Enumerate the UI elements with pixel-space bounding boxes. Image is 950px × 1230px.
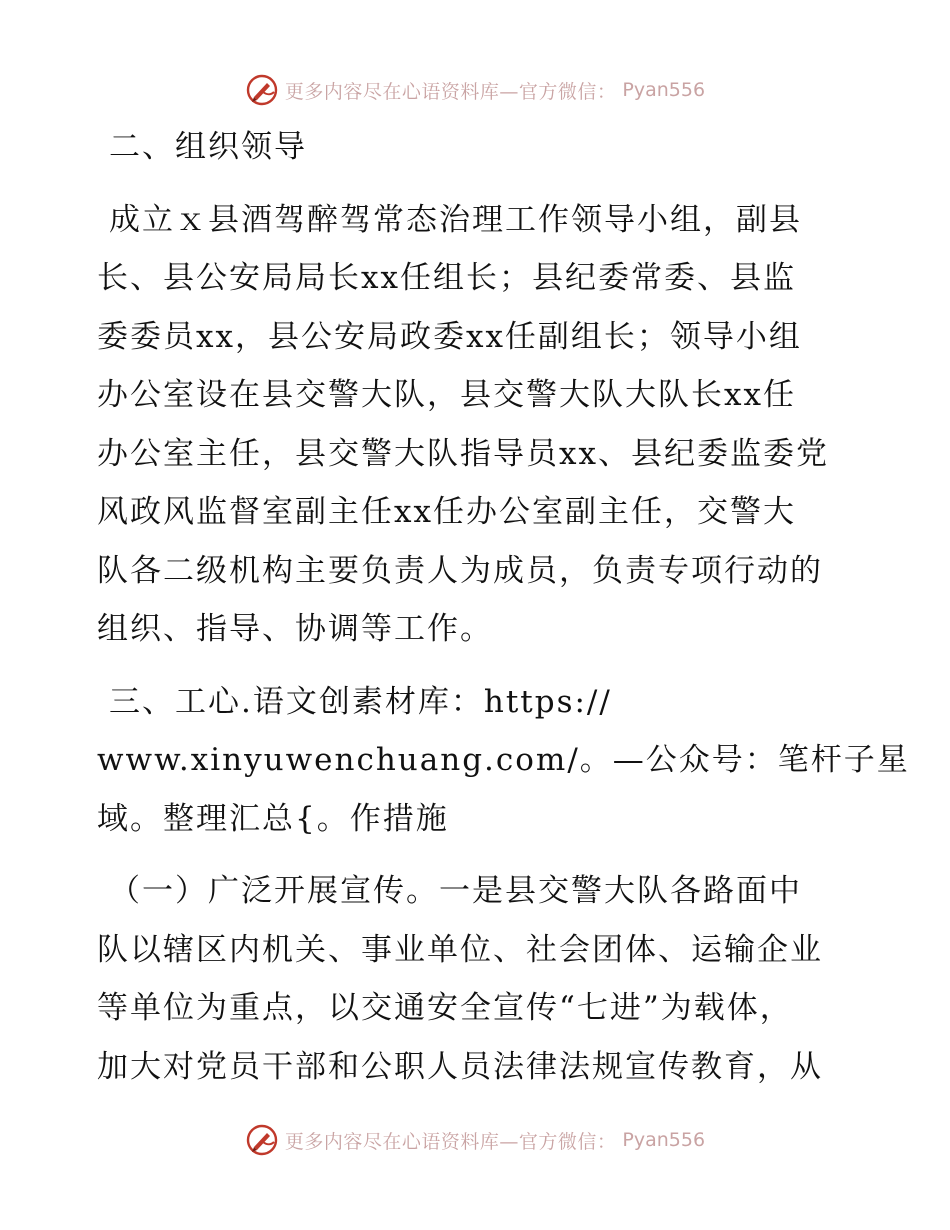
text-line: 办公室主任，县交警大队指导员xx、县纪委监委党 xyxy=(97,435,829,472)
watermark-text: 更多内容尽在心语资料库—官方微信： xyxy=(284,80,617,103)
text-line: 办公室设在县交警大队，县交警大队大队长xx任 xyxy=(97,377,796,413)
section-heading-measures xyxy=(97,673,910,849)
text-line: 成立ｘ县酒驾醉驾常态治理工作领导小组，副县 xyxy=(109,201,802,238)
text-line: 队以辖区内机关、事业单位、社会团体、运输企业 xyxy=(97,931,823,968)
text-line: 长、县公安局局长xx任组长；县纪委常委、县监 xyxy=(97,260,796,296)
text-line: 委委员xx，县公安局政委xx任副组长；领导小组 xyxy=(97,318,802,355)
watermark-top xyxy=(0,70,950,110)
watermark-account: Pyan556 xyxy=(622,1129,706,1151)
section-heading-organization: 二、组织领导 xyxy=(109,129,307,165)
paragraph-leadership-group xyxy=(97,191,857,659)
text-line: 风政风监督室副主任xx任办公室副主任，交警大 xyxy=(97,494,796,530)
text-line: 域。整理汇总{。作措施 xyxy=(97,800,449,837)
watermark-text: 更多内容尽在心语资料库—官方微信： xyxy=(284,1130,617,1153)
text-line: www.xinyuwenchuang.com/。—公众号：笔杆子星 xyxy=(97,742,910,778)
text-line: （一）广泛开展宣传。一是县交警大队各路面中 xyxy=(109,873,802,909)
watermark-bottom xyxy=(0,1120,950,1160)
document-body xyxy=(97,118,910,1096)
text-line: 等单位为重点，以交通安全宣传“七进”为载体， xyxy=(97,990,793,1026)
pen-logo-icon xyxy=(245,73,279,107)
text-line: 加大对党员干部和公职人员法律法规宣传教育，从 xyxy=(97,1048,823,1085)
watermark-account: Pyan556 xyxy=(622,79,706,101)
text-line: 队各二级机构主要负责人为成员，负责专项行动的 xyxy=(97,552,823,589)
paragraph-publicity xyxy=(97,862,857,1096)
text-line: 组织、指导、协调等工作。 xyxy=(97,611,493,647)
text-line: 三、工心.语文创素材库：https:// xyxy=(109,683,612,720)
pen-logo-icon xyxy=(245,1123,279,1157)
